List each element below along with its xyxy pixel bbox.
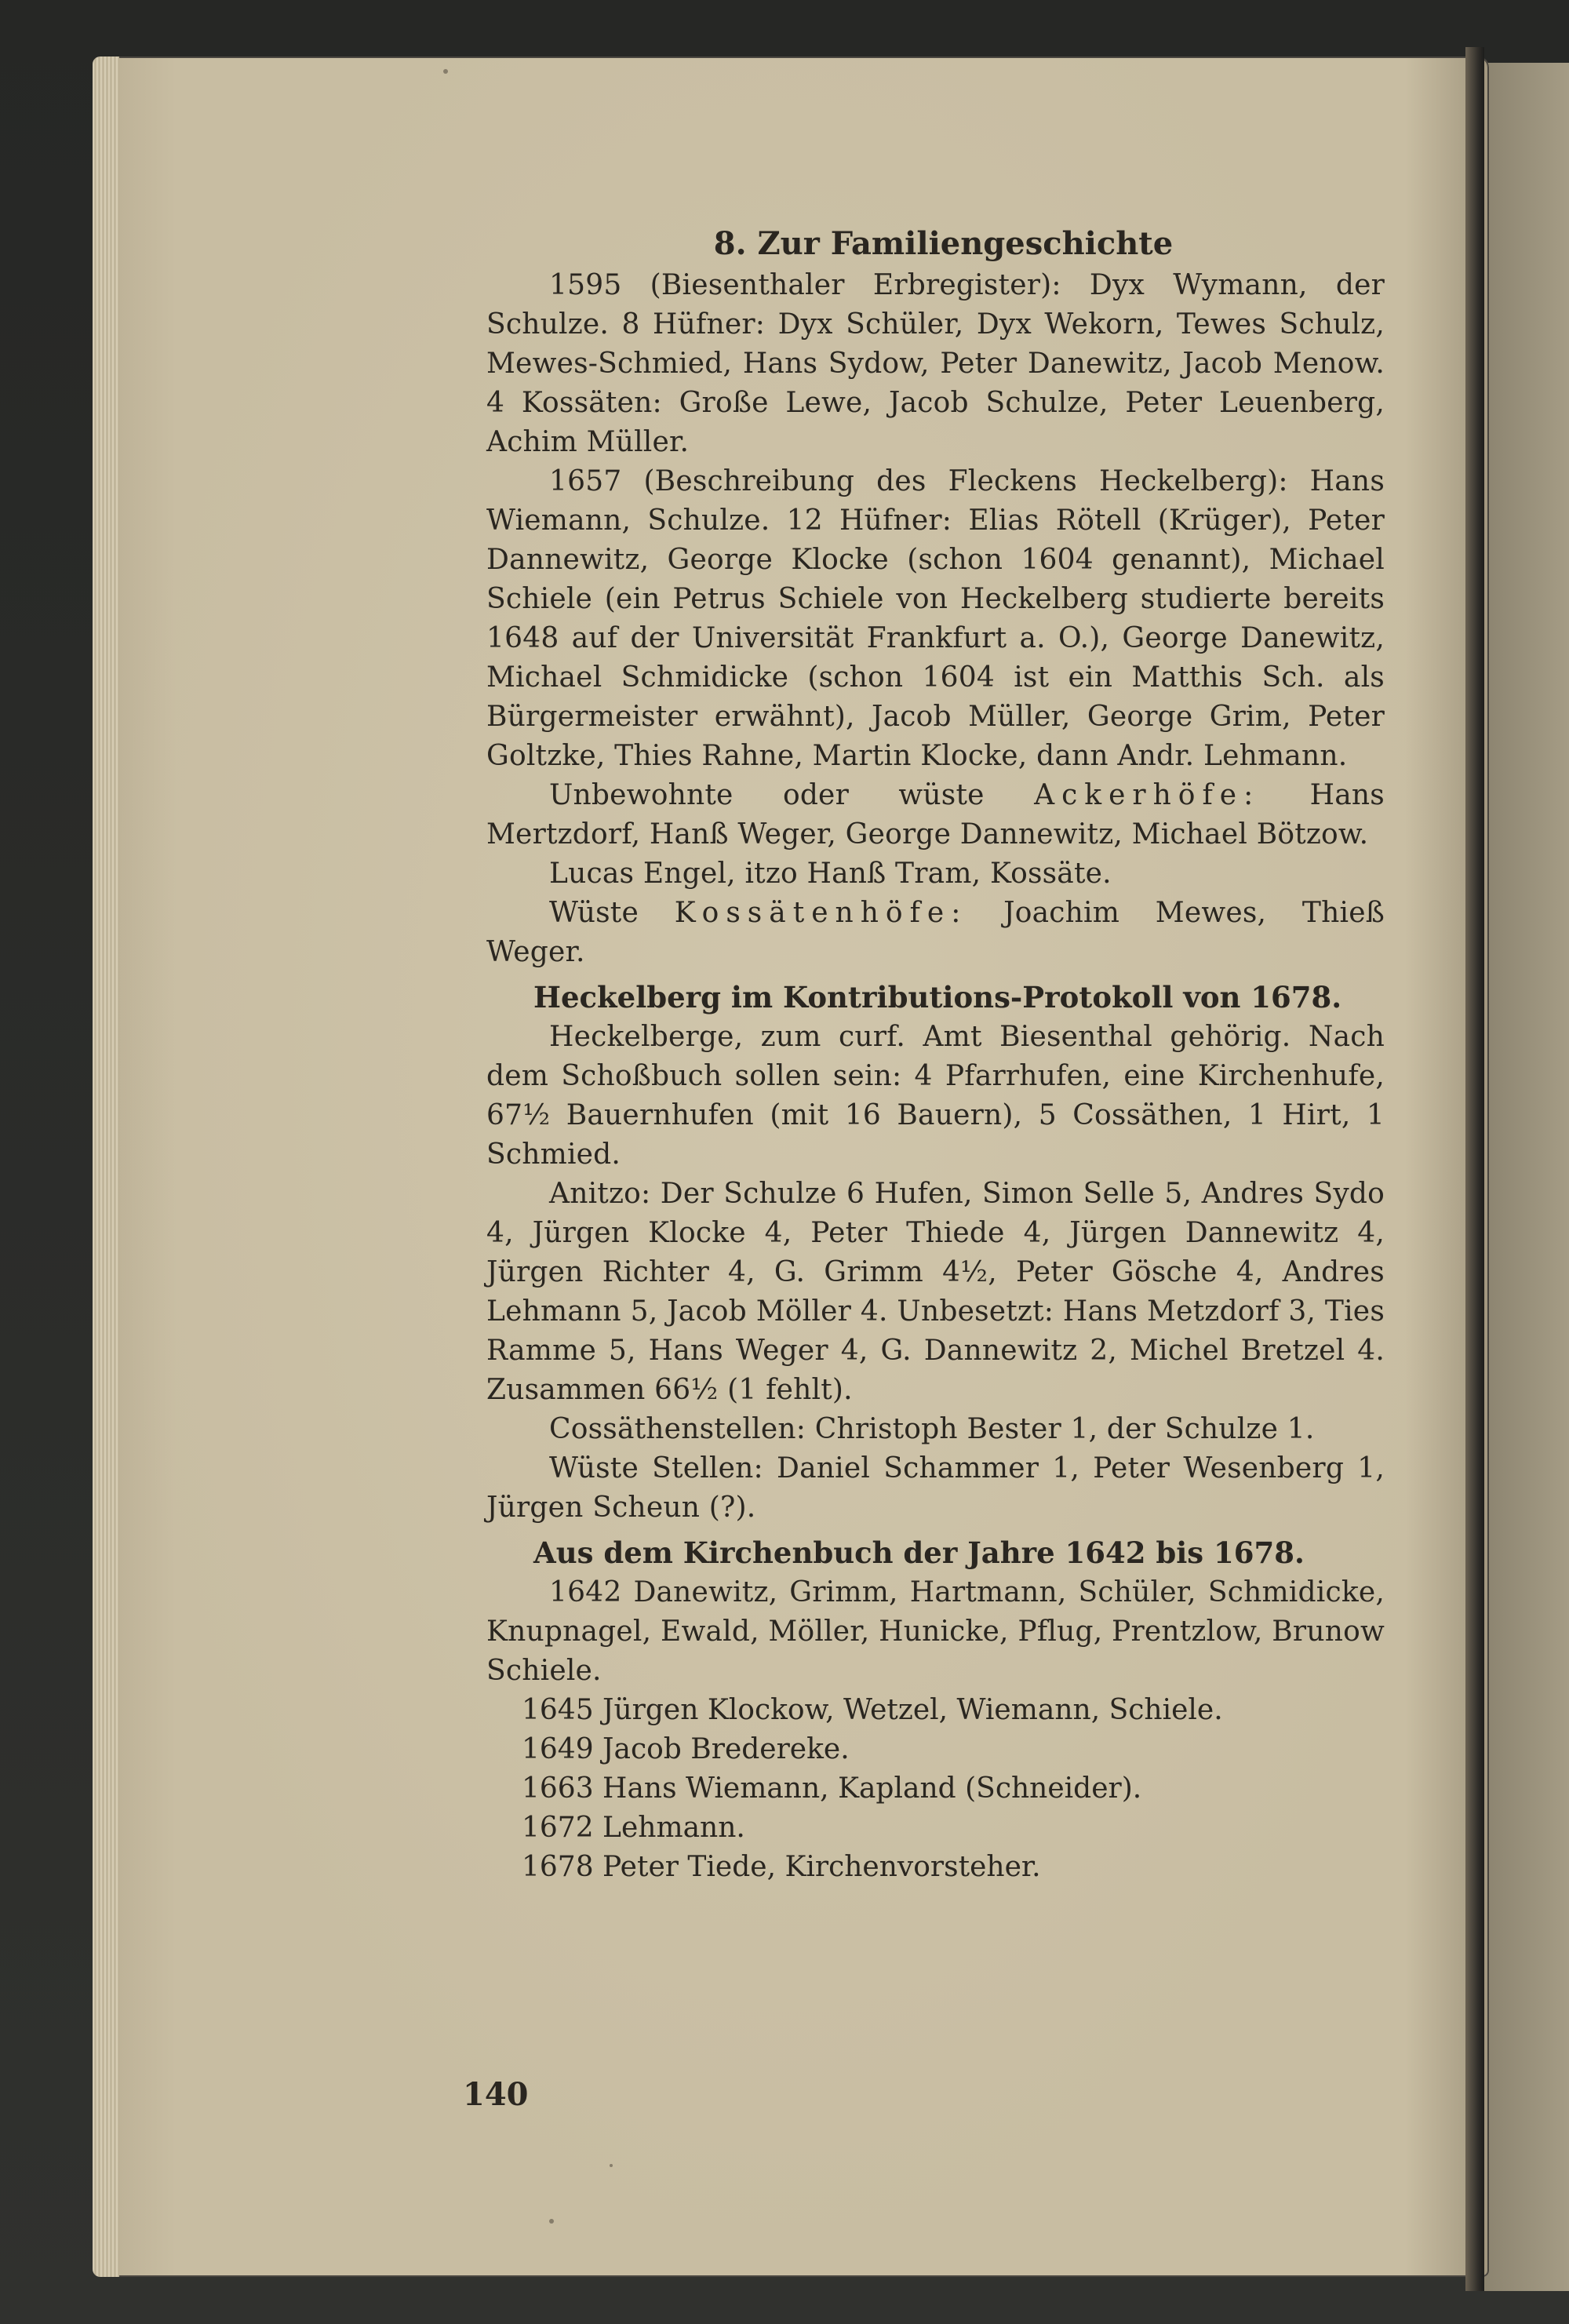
- paragraph-wueste-stellen: Wüste Stellen: Daniel Schammer 1, Peter Wesenberg 1, Jürgen Scheun (?).: [486, 1452, 1385, 1524]
- paragraph-1657: 1657 (Beschreibung des Fleckens Heckelberg): Hans Wiemann, Schulze. 12 Hüfner: Elias Rötell (Krüger), Peter Dannewitz, George Klocke (schon 1604 genannt), Michael Schiele (ein Petrus Schiele von Heckelberg studierte bereits 1648 auf der Universität Frankfurt a. O.), George Danewitz, Michael Schmidicke (schon 1604 ist ein Matthis Sch. als Bürgermeister erwähnt), Jacob Müller, George Grim, Peter Goltzke, Thies Rahne, Martin Klocke, dann Andr. Lehmann.: [486, 465, 1385, 772]
- paragraph-lucas-engel: Lucas Engel, itzo Hanß Tram, Kossäte.: [549, 858, 1112, 890]
- paper-speck: [549, 2219, 554, 2224]
- paragraph-1595: 1595 (Biesenthaler Erbregister): Dyx Wymann, der Schulze. 8 Hüfner: Dyx Schüler, Dyx Wekorn, Tewes Schulz, Mewes-Schmied, Hans Sydow, Peter Danewitz, Jacob Menow. 4 Kossäten: Große Lewe, Jacob Schulze, Peter Leuenberg, Achim Müller.: [486, 269, 1385, 458]
- list-item: 1663 Hans Wiemann, Kapland (Schneider).: [522, 1772, 1142, 1805]
- page-number: 140: [463, 2076, 529, 2113]
- paragraph-1642: 1642 Danewitz, Grimm, Hartmann, Schüler, Schmidicke, Knupnagel, Ewald, Möller, Hunicke, Pflug, Prentzlow, Brunow Schiele.: [486, 1576, 1385, 1687]
- kossaetenhoefe-term: Kossätenhöfe:: [674, 897, 968, 929]
- page-text: [486, 222, 1385, 1887]
- ackerhoefe-names: Hans Mertzdorf, Hanß Weger, George Dannewitz, Michael Bötzow.: [486, 779, 1385, 851]
- book-gutter: [1465, 47, 1484, 2291]
- paragraph-kossaetenhoefe: [486, 894, 1385, 972]
- paper-speck: [610, 2164, 613, 2167]
- chapter-heading: 8. Zur Familiengeschichte: [713, 225, 1174, 262]
- paragraph-schossbuch: Heckelberge, zum curf. Amt Biesenthal gehörig. Nach dem Schoßbuch sollen sein: 4 Pfarrhufen, eine Kirchenhufe, 67½ Bauernhufen (mit 16 Bauern), 5 Cossäthen, 1 Hirt, 1 Schmied.: [486, 1021, 1385, 1171]
- section-heading-1678-protocol: Heckelberg im Kontributions-Protokoll von 1678.: [533, 980, 1342, 1014]
- page-edges: [93, 56, 119, 2277]
- paragraph-cossaethenstellen: Cossäthenstellen: Christoph Bester 1, der Schulze 1.: [549, 1413, 1315, 1445]
- ackerhoefe-term: Ackerhöfe:: [1034, 779, 1261, 811]
- list-item: 1649 Jacob Bredereke.: [522, 1733, 850, 1765]
- section-heading-kirchenbuch: Aus dem Kirchenbuch der Jahre 1642 bis 1678.: [533, 1535, 1305, 1570]
- ackerhoefe-label: Unbewohnte oder wüste: [549, 779, 985, 811]
- kossaetenhoefe-names: Joachim Mewes, Thieß Weger.: [486, 897, 1385, 968]
- list-item: 1672 Lehmann.: [522, 1812, 745, 1844]
- list-item: 1645 Jürgen Klockow, Wetzel, Wiemann, Schiele.: [522, 1694, 1223, 1726]
- facing-page-edge: [1484, 63, 1569, 2291]
- list-item: 1678 Peter Tiede, Kirchenvorsteher.: [522, 1851, 1041, 1883]
- kossaetenhoefe-label: Wüste: [549, 897, 639, 929]
- paragraph-ackerhoefe: [486, 776, 1385, 854]
- paragraph-anitzo: Anitzo: Der Schulze 6 Hufen, Simon Selle 5, Andres Sydo 4, Jürgen Klocke 4, Peter Thiede 4, Jürgen Dannewitz 4, Jürgen Richter 4, G. Grimm 4½, Peter Gösche 4, Andres Lehmann 5, Jacob Möller 4. Unbesetzt: Hans Metzdorf 3, Ties Ramme 5, Hans Weger 4, G. Dannewitz 2, Michel Bretzel 4. Zusammen 66½ (1 fehlt).: [486, 1178, 1385, 1406]
- paper-speck: [443, 69, 448, 74]
